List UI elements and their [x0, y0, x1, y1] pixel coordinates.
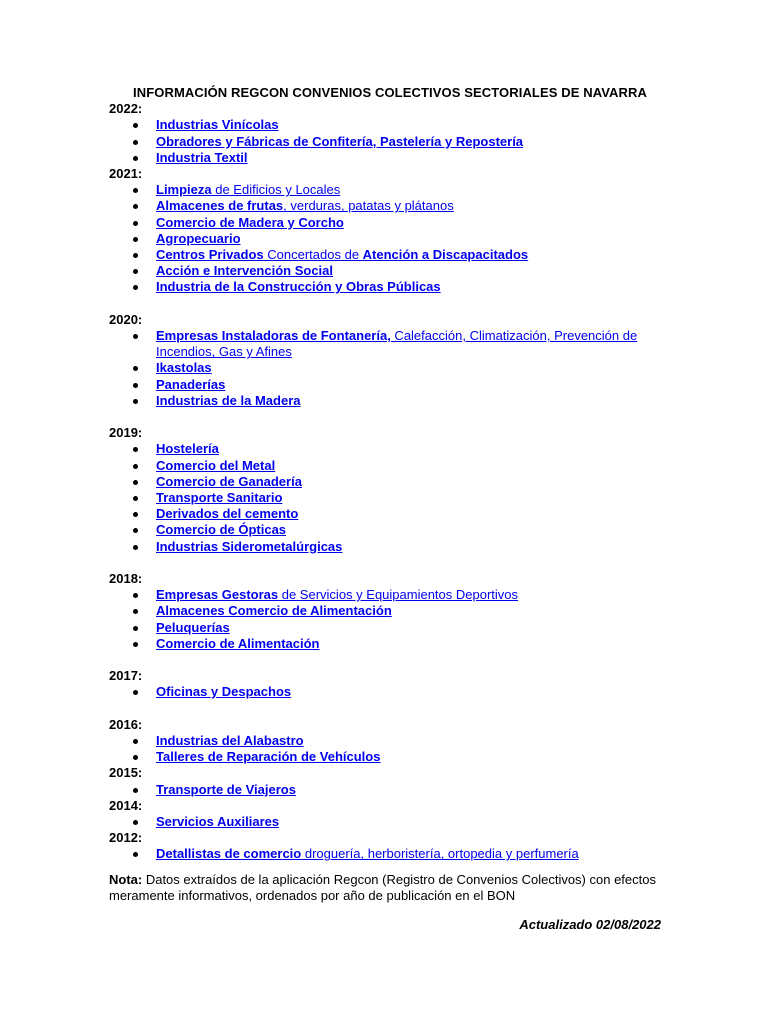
agreement-item: [156, 182, 661, 198]
bullet-icon: [133, 512, 138, 517]
agreement-item: [156, 263, 661, 279]
agreement-link-bold-text: Talleres de Reparación de Vehículos: [156, 749, 381, 765]
agreement-item: [156, 620, 661, 636]
agreement-link-text: droguería, herboristería, ortopedia y perfumería: [301, 846, 579, 862]
agreement-link[interactable]: [156, 279, 441, 294]
agreement-link-bold-text: Comercio de Ganadería: [156, 473, 302, 489]
bullet-icon: [133, 123, 138, 128]
agreement-item: [156, 360, 661, 376]
bullet-icon: [133, 204, 138, 209]
agreement-link-bold-text: Panaderías: [156, 376, 226, 392]
agreement-link-text: de Servicios y Equipamientos Deportivos: [278, 587, 519, 603]
agreement-link[interactable]: [156, 620, 230, 635]
agreement-item: [156, 247, 661, 263]
agreement-item: [156, 150, 661, 166]
agreement-link-bold-text: Derivados del cemento: [156, 506, 299, 522]
updated-date: Actualizado 02/08/2022: [519, 917, 661, 933]
document-page: [109, 85, 661, 933]
agreement-link[interactable]: [156, 182, 340, 197]
agreement-item: [156, 117, 661, 133]
agreement-list: [109, 814, 661, 830]
agreement-link[interactable]: [156, 782, 296, 797]
year-heading: 2015:: [109, 765, 143, 781]
bullet-icon: [133, 496, 138, 501]
agreement-link-text: de Edificios y Locales: [211, 182, 341, 198]
agreement-link[interactable]: [156, 328, 637, 359]
agreement-link[interactable]: [156, 360, 212, 375]
agreement-item: [156, 587, 661, 603]
agreement-item: [156, 684, 661, 700]
agreement-link[interactable]: [156, 247, 528, 262]
agreement-link[interactable]: [156, 474, 302, 489]
agreement-item: [156, 603, 661, 619]
year-heading: 2018:: [109, 571, 143, 587]
agreement-link-bold-text: Oficinas y Despachos: [156, 684, 292, 700]
agreement-link-bold-text: Almacenes de frutas: [156, 198, 284, 214]
agreement-item: [156, 458, 661, 474]
bullet-icon: [133, 253, 138, 258]
agreement-link-text: , verduras, patatas y plátanos: [283, 198, 454, 214]
agreement-item: [156, 506, 661, 522]
agreement-link-bold-text: Comercio del Metal: [156, 457, 276, 473]
agreement-link[interactable]: [156, 733, 304, 748]
bullet-icon: [133, 626, 138, 631]
bullet-icon: [133, 383, 138, 388]
year-heading: 2021:: [109, 166, 143, 182]
agreement-list: [109, 733, 661, 765]
agreement-link[interactable]: [156, 198, 454, 213]
bullet-icon: [133, 285, 138, 290]
bullet-icon: [133, 156, 138, 161]
agreement-link-bold-text: Industrias del Alabastro: [156, 733, 304, 749]
agreement-link[interactable]: [156, 377, 225, 392]
note-text: Datos extraídos de la aplicación Regcon (Registro de Convenios Colectivos) con efectos meramente informativos, ordenados por año de publicación en el BON: [109, 871, 656, 903]
agreement-link[interactable]: [156, 587, 518, 602]
agreement-link-bold-text: Transporte de Viajeros: [156, 781, 296, 797]
agreement-link-bold-text: Limpieza: [156, 182, 212, 198]
agreement-item: [156, 134, 661, 150]
agreement-link[interactable]: [156, 134, 523, 149]
agreement-link-bold-text: Industrias Vinícolas: [156, 117, 279, 133]
agreement-list: [109, 117, 661, 166]
agreement-link-bold-text: Hostelería: [156, 441, 219, 457]
agreement-link-bold-text: Empresas Instaladoras de Fontanería,: [156, 328, 391, 344]
agreement-item: [156, 490, 661, 506]
agreement-link[interactable]: [156, 150, 248, 165]
bullet-icon: [133, 788, 138, 793]
agreement-list: [109, 587, 661, 652]
agreement-link-bold-text: Agropecuario: [156, 230, 241, 246]
year-heading: 2014:: [109, 797, 143, 813]
agreement-link-bold-text: Empresas Gestoras: [156, 587, 279, 603]
agreement-link[interactable]: [156, 263, 333, 278]
agreement-link[interactable]: [156, 490, 282, 505]
bullet-icon: [133, 366, 138, 371]
bullet-icon: [133, 464, 138, 469]
agreement-link-bold-text: Obradores y Fábricas de Confitería, Pastelería y Repostería: [156, 133, 524, 149]
agreement-item: [156, 393, 661, 409]
year-heading: 2016:: [109, 716, 143, 732]
agreement-link-bold-text: Centros Privados: [156, 247, 264, 263]
agreement-item: [156, 733, 661, 749]
agreement-link-bold-text: Industrias Siderometalúrgicas: [156, 538, 343, 554]
agreement-item: [156, 279, 661, 295]
agreement-link-bold-text: Ikastolas: [156, 360, 212, 376]
year-heading: 2019:: [109, 425, 143, 441]
year-heading: 2022:: [109, 101, 143, 117]
agreement-link[interactable]: [156, 539, 342, 554]
agreement-item: [156, 846, 661, 862]
agreement-link-bold-text: Servicios Auxiliares: [156, 814, 280, 830]
agreement-link[interactable]: [156, 215, 344, 230]
agreement-link-bold-text: Almacenes Comercio de Alimentación: [156, 603, 392, 619]
agreement-link-text: Concertados de: [263, 247, 363, 263]
bullet-icon: [133, 545, 138, 550]
agreement-link[interactable]: [156, 117, 279, 132]
bullet-icon: [133, 820, 138, 825]
agreement-link-bold-text: Industrias de la Madera: [156, 392, 301, 408]
bullet-icon: [133, 739, 138, 744]
agreement-item: [156, 539, 661, 555]
agreement-link[interactable]: [156, 522, 286, 537]
agreement-item: [156, 215, 661, 231]
agreement-item: [156, 474, 661, 490]
note-label: Nota:: [109, 871, 143, 887]
bullet-icon: [133, 852, 138, 857]
agreement-link[interactable]: [156, 506, 298, 521]
agreement-list: [109, 684, 661, 700]
agreement-list: [109, 846, 661, 862]
agreement-link[interactable]: [156, 393, 301, 408]
agreement-link[interactable]: [156, 603, 392, 618]
bullet-icon: [133, 528, 138, 533]
agreement-item: [156, 198, 661, 214]
agreement-link[interactable]: [156, 846, 579, 861]
agreement-list: [109, 328, 661, 409]
bullet-icon: [133, 642, 138, 647]
bullet-icon: [133, 609, 138, 614]
agreement-link-text: Calefacción, Climatización, Prevención de Incendios, Gas y Afines: [156, 328, 638, 360]
bullet-icon: [133, 140, 138, 145]
agreement-link[interactable]: [156, 231, 241, 246]
agreement-link-bold-text: Comercio de Madera y Corcho: [156, 214, 344, 230]
bullet-icon: [133, 221, 138, 226]
agreement-link-bold-text: Comercio de Alimentación: [156, 635, 320, 651]
agreement-link[interactable]: [156, 684, 291, 699]
agreement-link[interactable]: [156, 814, 279, 829]
document-title: INFORMACIÓN REGCON CONVENIOS COLECTIVOS SECTORIALES DE NAVARRA: [133, 85, 647, 100]
bullet-icon: [133, 447, 138, 452]
agreement-list: [109, 182, 661, 295]
agreement-item: [156, 636, 661, 652]
agreement-link-bold-text: Peluquerías: [156, 619, 230, 635]
agreement-item: [156, 749, 661, 765]
agreement-link[interactable]: [156, 441, 219, 456]
agreement-link-bold-text: Industria de la Construcción y Obras Públicas: [156, 279, 441, 295]
note: [109, 872, 661, 904]
agreement-link-bold-text: Industria Textil: [156, 149, 248, 165]
agreement-item: [156, 377, 661, 393]
agreement-item: [156, 328, 661, 360]
bullet-icon: [133, 237, 138, 242]
agreement-item: [156, 782, 661, 798]
agreement-link[interactable]: [156, 458, 275, 473]
agreement-item: [156, 441, 661, 457]
agreement-list: [109, 441, 661, 554]
year-heading: 2020:: [109, 311, 143, 327]
year-sections: [109, 101, 661, 862]
agreement-link-bold-text: Transporte Sanitario: [156, 490, 283, 506]
agreement-link[interactable]: [156, 749, 380, 764]
bullet-icon: [133, 480, 138, 485]
bullet-icon: [133, 334, 138, 339]
bullet-icon: [133, 188, 138, 193]
agreement-item: [156, 522, 661, 538]
agreement-item: [156, 231, 661, 247]
agreement-link-bold-text: Acción e Intervención Social: [156, 263, 333, 279]
year-heading: 2012:: [109, 830, 143, 846]
bullet-icon: [133, 755, 138, 760]
agreement-link[interactable]: [156, 636, 320, 651]
agreement-list: [109, 782, 661, 798]
bullet-icon: [133, 593, 138, 598]
agreement-link-bold-text: Comercio de Ópticas: [156, 522, 287, 538]
bullet-icon: [133, 690, 138, 695]
agreement-link-bold-text: Detallistas de comercio: [156, 846, 302, 862]
agreement-item: [156, 814, 661, 830]
bullet-icon: [133, 399, 138, 404]
agreement-link-bold-text: Atención a Discapacitados: [362, 247, 529, 263]
bullet-icon: [133, 269, 138, 274]
year-heading: 2017:: [109, 668, 143, 684]
